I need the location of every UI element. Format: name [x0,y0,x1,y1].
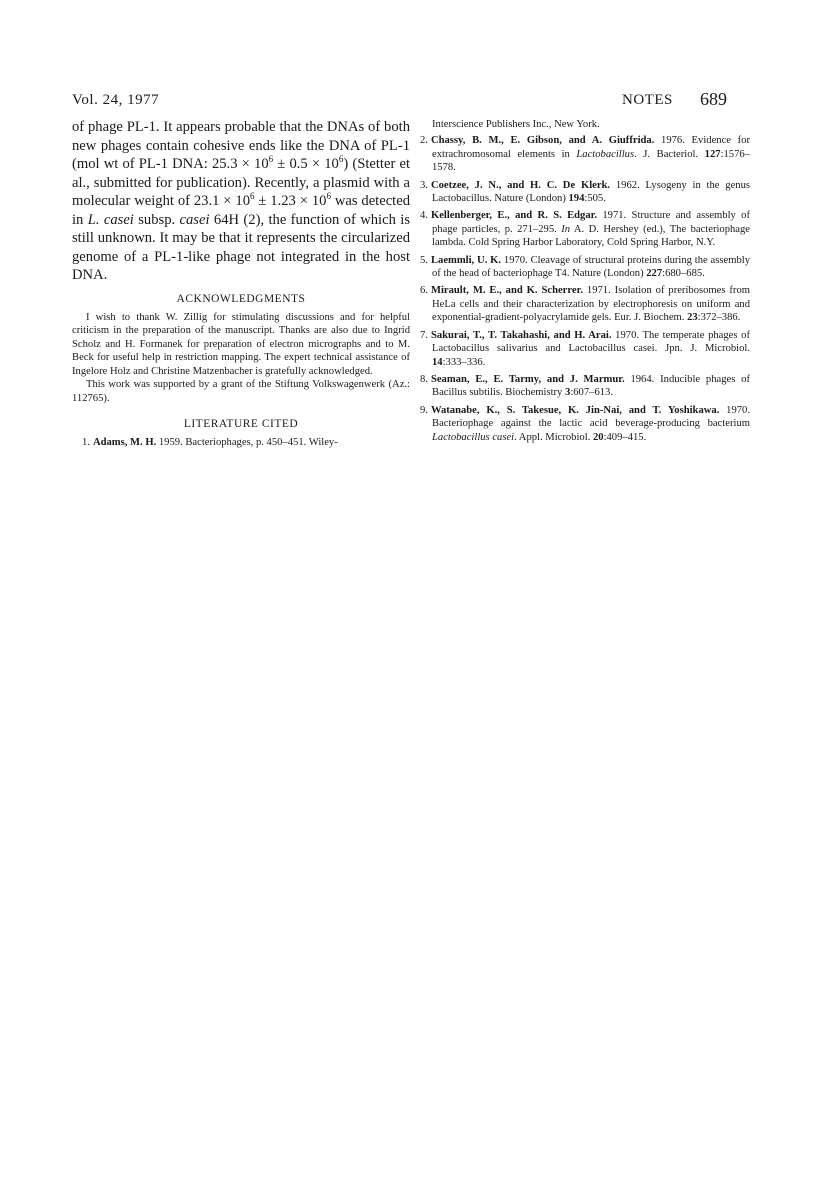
reference-item: 7. Sakurai, T., T. Takahashi, and H. Arai. 1970. The temperate phages of Lactobacillus salivarius and Lactobacillus casei. Jpn. J. Microbiol. 14:333–336. [420,329,750,368]
reference-continuation: Interscience Publishers Inc., New York. [432,119,600,130]
body-paragraph: of phage PL-1. It appears probable that the DNAs of both new phages contain cohesive ends like the DNA of PL-1 (mol wt of PL-1 DNA: $25.3 \times 10^6 \pm 0.5 \times 10^6$) (Stetter et al., submitted for publication). Recently, a plasmid with a molecular weight of $23.1 \times 10^6 \pm 1.23 \times 10^6$ was detected in L. casei subsp. casei 64H (2), the function of which is still unknown. It may be that it represents the circularized genome of a PL-1-like phage not integrated in the host DNA. [72,119,411,283]
reference-item: 6. Mirault, M. E., and K. Scherrer. 1971. Isolation of preribosomes from HeLa cells and their characterization by electrophoresis on uniform and exponential-gradient-polyacrylamide gels. Eur. J. Biochem. 23:372–386. [420,285,750,324]
reference-item: 1. Adams, M. H. 1959. Bacteriophages, p. 450–451. Wiley- [82,436,338,448]
volume-header: Vol. 24, 1977 [72,92,160,108]
reference-item: 2. Chassy, B. M., E. Gibson, and A. Giuffrida. 1976. Evidence for extrachromosomal elements in Lactobacillus. J. Bacteriol. 127:1576–1578. [420,135,751,174]
reference-list-left [72,436,410,449]
left-column [72,118,410,453]
reference-item: 3. Coetzee, J. N., and H. C. De Klerk. 1962. Lysogeny in the genus Lactobacillus. Nature (London) 194:505. [420,179,750,205]
reference-item: 4. Kellenberger, E., and R. S. Edgar. 1971. Structure and assembly of phage particles, p. 271–295. In A. D. Hershey (ed.), The bacteriophage lambda. Cold Spring Harbor Laboratory, Cold Spring Harbor, N.Y. [420,210,751,249]
literature-heading: LITERATURE CITED [183,417,299,430]
page-number: 689 [700,89,727,109]
acknowledgments-text: I wish to thank W. Zillig for stimulating discussions and for helpful criticism in the preparation of the manuscript. Thanks are also due to Ingrid Scholz and H. Formanek for preparation of electron micrographs and to M. Beck for useful help in restriction mapping. The expert technical assistance of Ingelore Holz and Christine Matzenbacher is gratefully acknowledged. [72,311,410,377]
section-header: NOTES [622,92,673,108]
reference-item: 8. Seaman, E., E. Tarmy, and J. Marmur. 1964. Inducible phages of Bacillus subtilis. Biochemistry 3:607–613. [420,373,750,399]
support-text: This work was supported by a grant of the Stiftung Volkswagenwerk (Az.: 112765). [72,379,410,405]
acknowledgments-heading: ACKNOWLEDGMENTS [176,292,306,305]
right-column [410,118,750,448]
reference-item: 5. Laemmli, U. K. 1970. Cleavage of structural proteins during the assembly of the head of bacteriophage T4. Nature (London) 227:680–685. [420,254,750,280]
reference-item: 9. Watanabe, K., S. Takesue, K. Jin-Nai, and T. Yoshikawa. 1970. Bacteriophage against the lactic acid beverage-producing bacterium Lactobacillus casei. Appl. Microbiol. 20:409–415. [420,404,750,443]
reference-list-right [410,118,750,444]
